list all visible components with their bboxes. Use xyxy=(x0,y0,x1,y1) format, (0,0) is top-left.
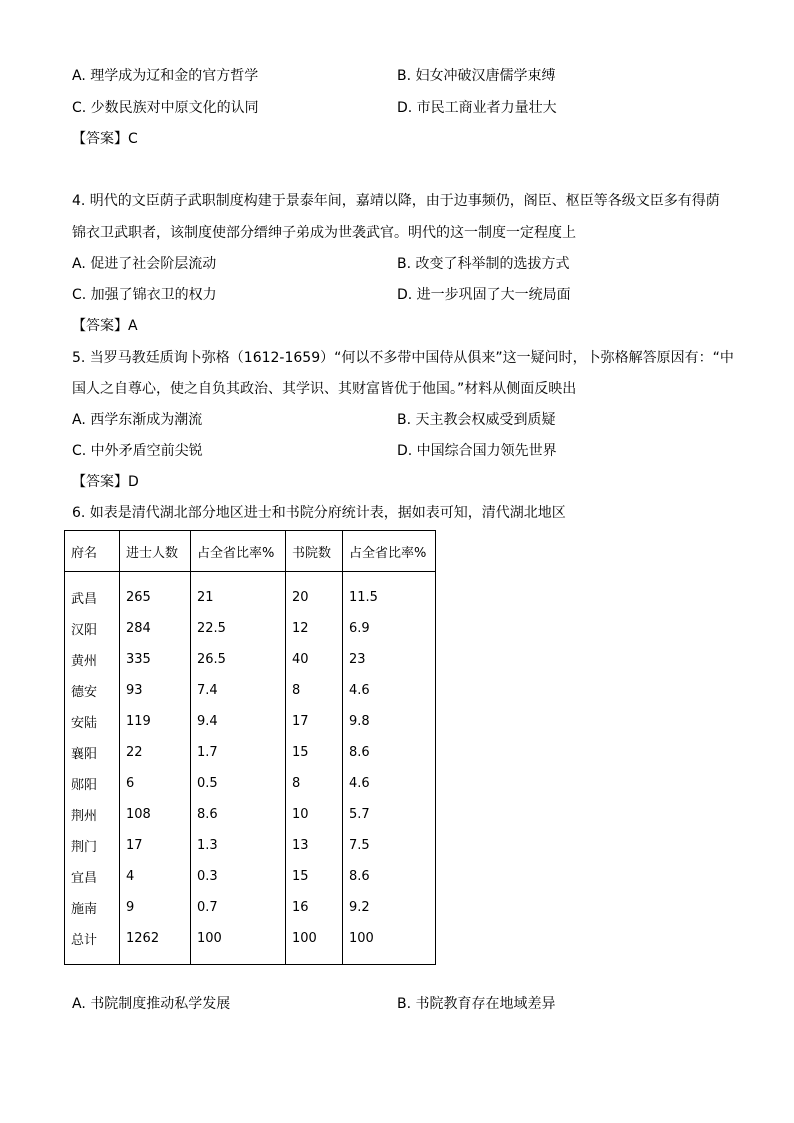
q5-stem-line2: 国人之自尊心，使之自负其政治、其学识、其财富皆优于他国。”材料从侧面反映出 xyxy=(72,381,577,397)
q5-option-c: C. 中外矛盾空前尖锐 xyxy=(72,443,203,459)
table-cell: 9 xyxy=(120,892,191,923)
table-cell: 5.7 xyxy=(343,799,436,830)
q4-option-c: C. 加强了锦衣卫的权力 xyxy=(72,287,217,303)
table-cell: 郧阳 xyxy=(65,768,120,799)
header-academy-count: 书院数 xyxy=(286,531,343,572)
table-cell: 10 xyxy=(286,799,343,830)
q3-option-d: D. 市民工商业者力量壮大 xyxy=(397,100,557,116)
q4-option-b: B. 改变了科举制的选拔方式 xyxy=(397,256,570,272)
q3-option-c: C. 少数民族对中原文化的认同 xyxy=(72,100,259,116)
table-cell: 100 xyxy=(286,923,343,965)
table-cell: 总计 xyxy=(65,923,120,965)
table-cell: 8 xyxy=(286,768,343,799)
table-cell: 4.6 xyxy=(343,675,436,706)
q5-answer: 【答案】D xyxy=(72,474,139,490)
q4-stem-line2: 锦衣卫武职者，该制度使部分缙绅子弟成为世袭武官。明代的这一制度一定程度上 xyxy=(72,225,576,241)
table-cell: 6.9 xyxy=(343,613,436,644)
table-cell: 17 xyxy=(286,706,343,737)
table-cell: 265 xyxy=(120,572,191,614)
table-cell: 335 xyxy=(120,644,191,675)
table-cell: 22.5 xyxy=(191,613,286,644)
q4-answer: 【答案】A xyxy=(72,318,138,334)
table-cell: 1.7 xyxy=(191,737,286,768)
q5-stem-line1: 5. 当罗马教廷质询卜弥格（1612-1659）“何以不多带中国侍从俱来”这一疑问时，卜弥格解答原因有：“中 xyxy=(72,350,734,366)
table-cell: 22 xyxy=(120,737,191,768)
q3-option-b: B. 妇女冲破汉唐儒学束缚 xyxy=(397,68,556,84)
table-cell: 宜昌 xyxy=(65,861,120,892)
table-cell: 荆州 xyxy=(65,799,120,830)
table-cell: 0.7 xyxy=(191,892,286,923)
table-cell: 施南 xyxy=(65,892,120,923)
table-cell: 119 xyxy=(120,706,191,737)
table-cell: 20 xyxy=(286,572,343,614)
table-cell: 黄州 xyxy=(65,644,120,675)
table-row xyxy=(65,768,436,799)
table-cell: 7.4 xyxy=(191,675,286,706)
table-cell: 100 xyxy=(343,923,436,965)
table-row xyxy=(65,799,436,830)
header-prefecture: 府名 xyxy=(65,531,120,572)
table-cell: 6 xyxy=(120,768,191,799)
header-jinshi-count: 进士人数 xyxy=(120,531,191,572)
q6-option-b: B. 书院教育存在地域差异 xyxy=(397,996,556,1012)
table-cell: 荆门 xyxy=(65,830,120,861)
table-row xyxy=(65,675,436,706)
q4-option-a: A. 促进了社会阶层流动 xyxy=(72,256,217,272)
table-row xyxy=(65,892,436,923)
table-cell: 16 xyxy=(286,892,343,923)
q4-stem-line1: 4. 明代的文臣荫子武职制度构建于景泰年间，嘉靖以降，由于边事频仍，阁臣、枢臣等各级文臣多有得荫 xyxy=(72,193,720,209)
table-row xyxy=(65,706,436,737)
table-row xyxy=(65,644,436,675)
table-cell: 40 xyxy=(286,644,343,675)
table-cell: 9.8 xyxy=(343,706,436,737)
table-row xyxy=(65,830,436,861)
table-cell: 7.5 xyxy=(343,830,436,861)
q3-answer: 【答案】C xyxy=(72,131,138,147)
table-cell: 8 xyxy=(286,675,343,706)
table-cell: 17 xyxy=(120,830,191,861)
table-row xyxy=(65,572,436,614)
table-body xyxy=(65,572,436,965)
table-cell: 93 xyxy=(120,675,191,706)
table-cell: 21 xyxy=(191,572,286,614)
table-cell: 8.6 xyxy=(343,737,436,768)
table-cell: 汉阳 xyxy=(65,613,120,644)
table-cell: 1.3 xyxy=(191,830,286,861)
table-cell: 0.3 xyxy=(191,861,286,892)
table-cell: 15 xyxy=(286,861,343,892)
q6-stem-line1: 6. 如表是清代湖北部分地区进士和书院分府统计表，据如表可知，清代湖北地区 xyxy=(72,505,566,521)
table-row xyxy=(65,923,436,965)
table-cell: 8.6 xyxy=(343,861,436,892)
q4-option-d: D. 进一步巩固了大一统局面 xyxy=(397,287,571,303)
table-cell: 4.6 xyxy=(343,768,436,799)
q3-option-a: A. 理学成为辽和金的官方哲学 xyxy=(72,68,259,84)
q6-option-a: A. 书院制度推动私学发展 xyxy=(72,996,231,1012)
header-academy-ratio: 占全省比率% xyxy=(343,531,436,572)
table-cell: 9.4 xyxy=(191,706,286,737)
table-cell: 9.2 xyxy=(343,892,436,923)
table-cell: 100 xyxy=(191,923,286,965)
table-cell: 13 xyxy=(286,830,343,861)
table-cell: 德安 xyxy=(65,675,120,706)
table-row xyxy=(65,737,436,768)
header-jinshi-ratio: 占全省比率% xyxy=(191,531,286,572)
table-cell: 26.5 xyxy=(191,644,286,675)
table-cell: 8.6 xyxy=(191,799,286,830)
table-cell: 4 xyxy=(120,861,191,892)
table-row xyxy=(65,861,436,892)
statistics-table xyxy=(64,530,436,965)
table-cell: 23 xyxy=(343,644,436,675)
table-cell: 襄阳 xyxy=(65,737,120,768)
table-cell: 武昌 xyxy=(65,572,120,614)
table-cell: 108 xyxy=(120,799,191,830)
table-cell: 0.5 xyxy=(191,768,286,799)
table-cell: 安陆 xyxy=(65,706,120,737)
table-cell: 284 xyxy=(120,613,191,644)
q5-option-a: A. 西学东渐成为潮流 xyxy=(72,412,203,428)
table-header-row xyxy=(65,531,436,572)
table-row xyxy=(65,613,436,644)
table-cell: 1262 xyxy=(120,923,191,965)
q5-option-d: D. 中国综合国力领先世界 xyxy=(397,443,557,459)
table-cell: 15 xyxy=(286,737,343,768)
q5-option-b: B. 天主教会权威受到质疑 xyxy=(397,412,556,428)
table-cell: 12 xyxy=(286,613,343,644)
table-cell: 11.5 xyxy=(343,572,436,614)
